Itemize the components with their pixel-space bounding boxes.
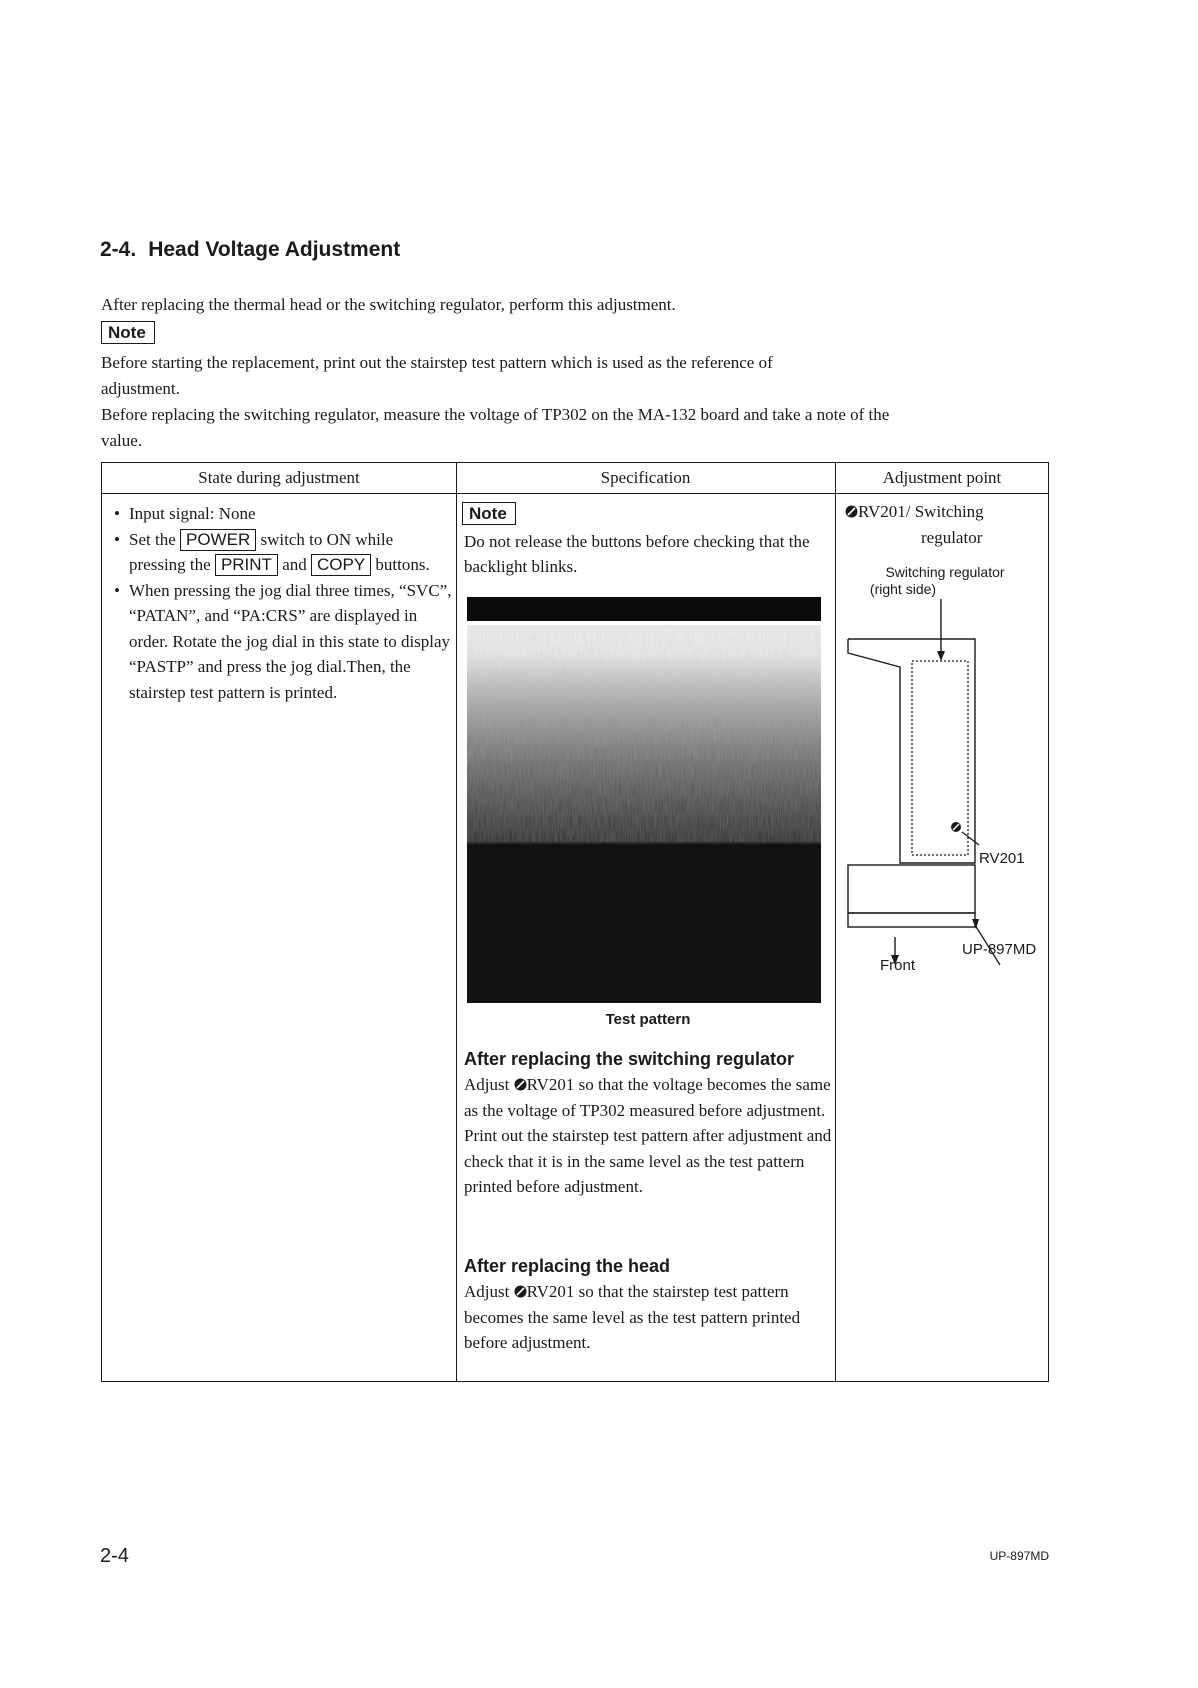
front-label: Front bbox=[880, 957, 916, 974]
sub1-title: After replacing the switching regulator bbox=[464, 1049, 795, 1069]
spec-note-label: Note bbox=[462, 502, 516, 525]
test-pattern-caption: Test pattern bbox=[605, 1011, 691, 1028]
spec-note-text: Do not release the buttons before checking that the backlight blinks. bbox=[464, 531, 810, 576]
rv201-label: RV201 bbox=[979, 850, 1025, 867]
print-key: PRINT bbox=[215, 554, 278, 576]
sub1-text: Adjust RV201 so that the voltage becomes the same as the voltage of TP302 measured before adjustment. bbox=[464, 1075, 831, 1120]
state-column bbox=[108, 501, 454, 705]
copy-key: COPY bbox=[311, 554, 371, 576]
adjust-dial-icon bbox=[845, 505, 858, 518]
adjust-dial-icon bbox=[514, 1285, 527, 1298]
intro-line-1: After replacing the thermal head or the switching regulator, perform this adjustment. bbox=[101, 295, 676, 314]
sub2-title: After replacing the head bbox=[464, 1256, 671, 1276]
state-item-2: • Set the POWER switch to ON while pressing the PRINT and COPY buttons. bbox=[129, 527, 454, 578]
test-pattern-image bbox=[467, 597, 821, 1003]
section-title: Head Voltage Adjustment bbox=[148, 238, 401, 261]
footer-model: UP-897MD bbox=[989, 1549, 1049, 1563]
state-item-1: • Input signal: None bbox=[129, 501, 454, 527]
model-label: UP-897MD bbox=[962, 941, 1037, 958]
point-line-1: RV201/ Switching bbox=[845, 499, 1045, 525]
note-label: Note bbox=[101, 321, 155, 344]
spec-column bbox=[464, 499, 836, 580]
header-point: Adjustment point bbox=[882, 468, 1002, 487]
page-number: 2-4 bbox=[100, 1545, 129, 1567]
sub1-text-2: Print out the stairstep test pattern after adjustment and check that it is in the same level as the test pattern printed before adjustment. bbox=[464, 1126, 832, 1196]
intro-text bbox=[101, 292, 1101, 454]
diagram-label-line1: Switching regulator bbox=[885, 564, 1005, 580]
test-pattern-illustration bbox=[467, 597, 821, 1003]
section-number: 2-4. bbox=[100, 238, 137, 261]
chassis-front bbox=[848, 865, 975, 913]
header-spec: Specification bbox=[600, 468, 691, 487]
intro-line-2: Before starting the replacement, print out the stairstep test pattern which is used as the reference of adjustment. bbox=[101, 353, 773, 398]
adjustment-table bbox=[101, 462, 1049, 1382]
intro-line-3: Before replacing the switching regulator, measure the voltage of TP302 on the MA-132 board and take a note of the value. bbox=[101, 405, 890, 450]
header-state: State during adjustment bbox=[198, 468, 360, 487]
state-item-3: • When pressing the jog dial three times, “SVC”, “PATAN”, and “PA:CRS” are displayed in order. Rotate the jog dial in this state to display “PASTP” and press the jog dial.Then, the stairstep test pattern is printed. bbox=[129, 578, 454, 706]
regulator-location-diagram bbox=[843, 559, 1048, 969]
section-heading bbox=[100, 238, 400, 262]
spec-sub-1 bbox=[464, 1046, 836, 1200]
diagram-label-line2: (right side) bbox=[869, 581, 937, 597]
spec-sub-2 bbox=[464, 1253, 836, 1356]
point-column bbox=[845, 499, 1045, 550]
adjust-dial-icon bbox=[514, 1078, 527, 1091]
power-key: POWER bbox=[180, 529, 256, 551]
point-line-2: regulator bbox=[921, 527, 983, 547]
sub2-text: Adjust RV201 so that the stairstep test pattern becomes the same level as the test pattern printed before adjustment. bbox=[464, 1282, 801, 1352]
